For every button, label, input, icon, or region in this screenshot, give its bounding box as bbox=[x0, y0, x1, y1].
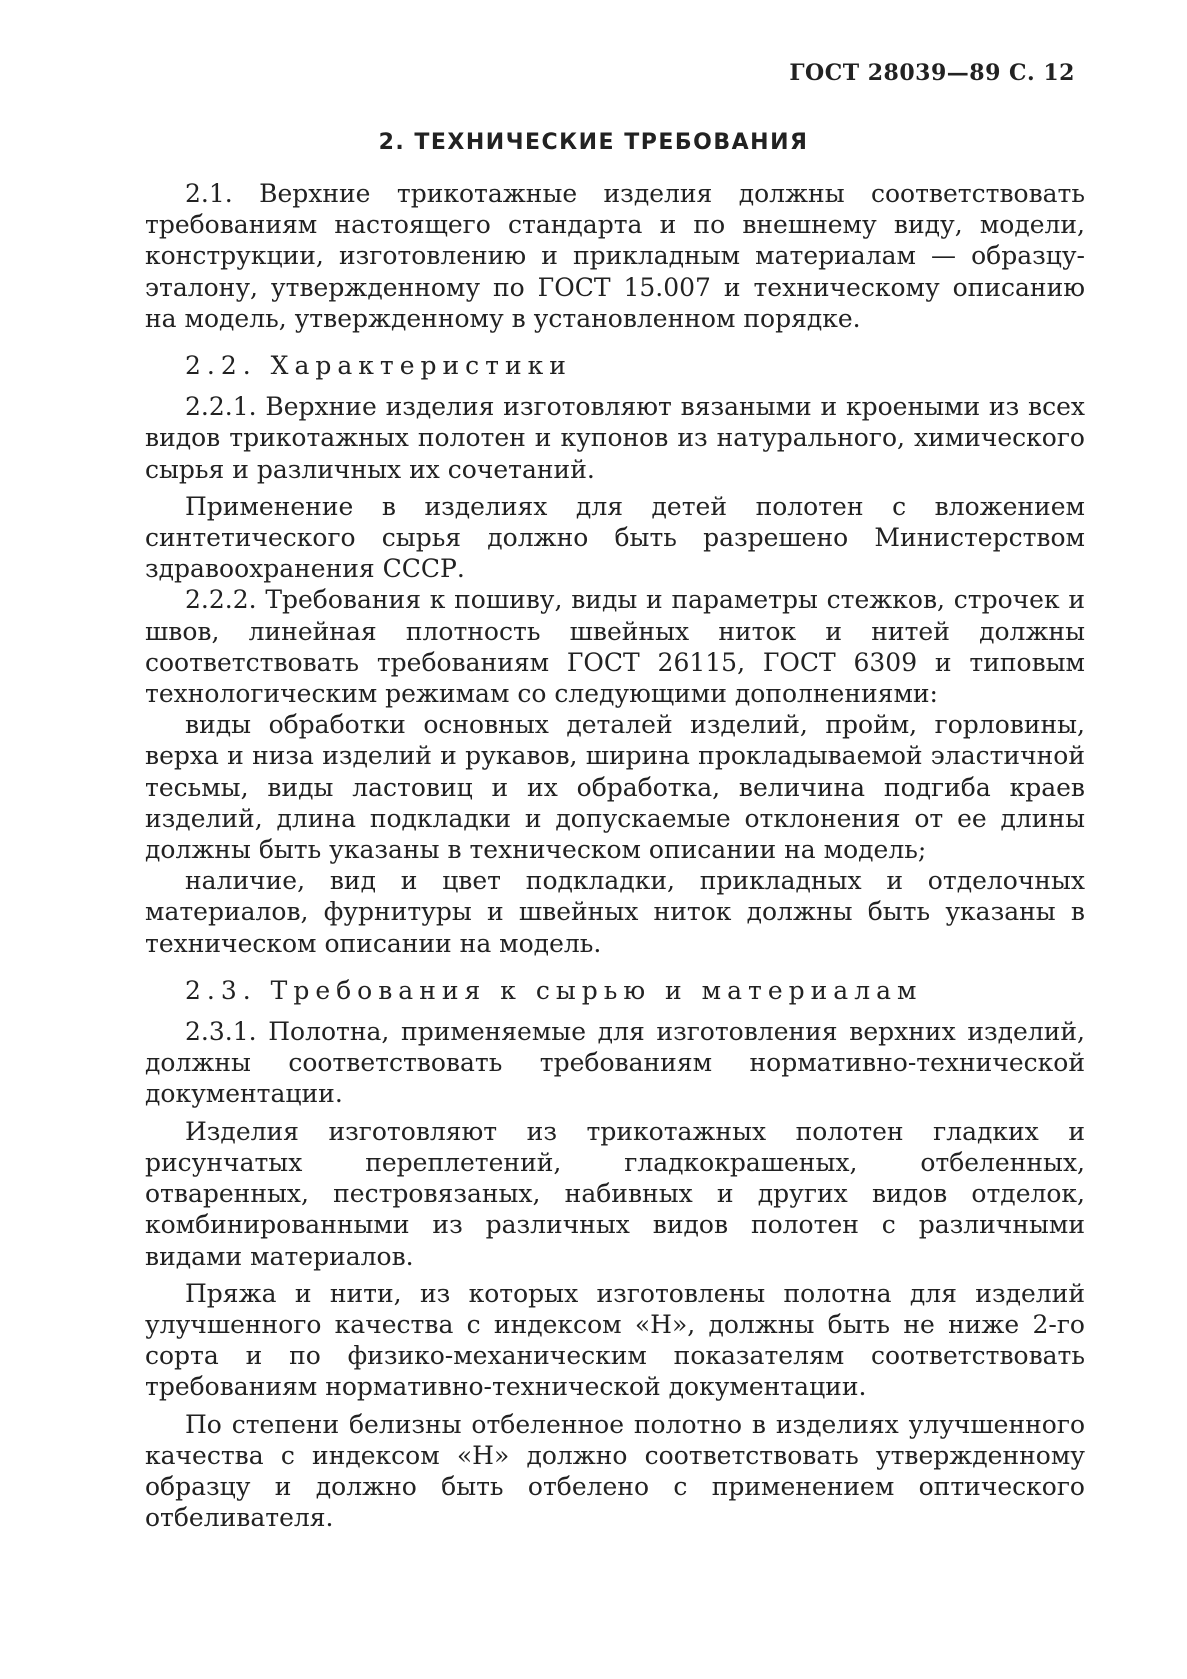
paragraph-2-3-1-yarn: Пряжа и нити, из которых изготовлены полотна для изделий улучшенного качества с индексом «Н», должны быть не ниже 2-го сорта и по физико-механическим показателям соответствовать требованиям нормативно-технической документации. bbox=[145, 1278, 1085, 1402]
paragraph-2-3-1: 2.3.1. Полотна, применяемые для изготовления верхних изделий, должны соответствовать требованиям нормативно-технической документации. bbox=[145, 1017, 1085, 1109]
section-title: 2. ТЕХНИЧЕСКИЕ ТРЕБОВАНИЯ bbox=[378, 130, 809, 155]
paragraph-2-2-1-children: Применение в изделиях для детей полотен с вложением синтетического сырья должно быть разрешено Министерством здравоохранения СССР. bbox=[145, 491, 1085, 584]
page-header-doc-ref: ГОСТ 28039—89 С. 12 bbox=[789, 60, 1075, 86]
paragraph-2-2-2-processing: виды обработки основных деталей изделий, пройм, горловины, верха и низа изделий и рукавов, ширина прокладываемой эластичной тесьмы, виды ластовиц и их обработка, величина подгиба краев изделий, длина подкладки и допускаемые отклонения от ее длины должны быть указаны в техническом описании на модель; bbox=[145, 710, 1085, 865]
paragraph-2-3-1-fabrics: Изделия изготовляют из трикотажных полотен гладких и рисунчатых переплетений, гладкокрашеных, отбеленных, отваренных, пестровязаных, набивных и других видов отделок, комбинированными из различных видов полотен с различными видами материалов. bbox=[145, 1116, 1085, 1271]
paragraph-2-2-1: 2.2.1. Верхние изделия изготовляют вязаными и кроеными из всех видов трикотажных полотен и купонов из натурального, химического сырья и различных их сочетаний. bbox=[145, 392, 1085, 484]
subsection-heading-2-3: 2.3. Требования к сырью и материалам bbox=[185, 975, 923, 1005]
paragraph-2-1: 2.1. Верхние трикотажные изделия должны соответствовать требованиям настоящего стандарта и по внешнему виду, модели, конструкции, изготовлению и прикладным материалам — образцу-эталону, утвержденному по ГОСТ 15.007 и техническому описанию на модель, утвержденному в установленном порядке. bbox=[145, 179, 1085, 333]
document-body bbox=[145, 178, 1085, 1533]
paragraph-2-3-1-whiteness: По степени белизны отбеленное полотно в изделиях улучшенного качества с индексом «Н» должно соответствовать утвержденному образцу и должно быть отбелено с применением оптического отбеливателя. bbox=[145, 1409, 1085, 1533]
subsection-heading-2-2: 2.2. Характеристики bbox=[185, 351, 572, 381]
paragraph-2-2-2: 2.2.2. Требования к пошиву, виды и параметры стежков, строчек и швов, линейная плотность швейных ниток и нитей должны соответствовать требованиям ГОСТ 26115, ГОСТ 6309 и типовым технологическим режимам со следующими дополнениями: bbox=[145, 585, 1085, 709]
paragraph-2-2-2-lining: наличие, вид и цвет подкладки, прикладных и отделочных материалов, фурнитуры и швейных ниток должны быть указаны в техническом описании на модель. bbox=[145, 866, 1085, 958]
